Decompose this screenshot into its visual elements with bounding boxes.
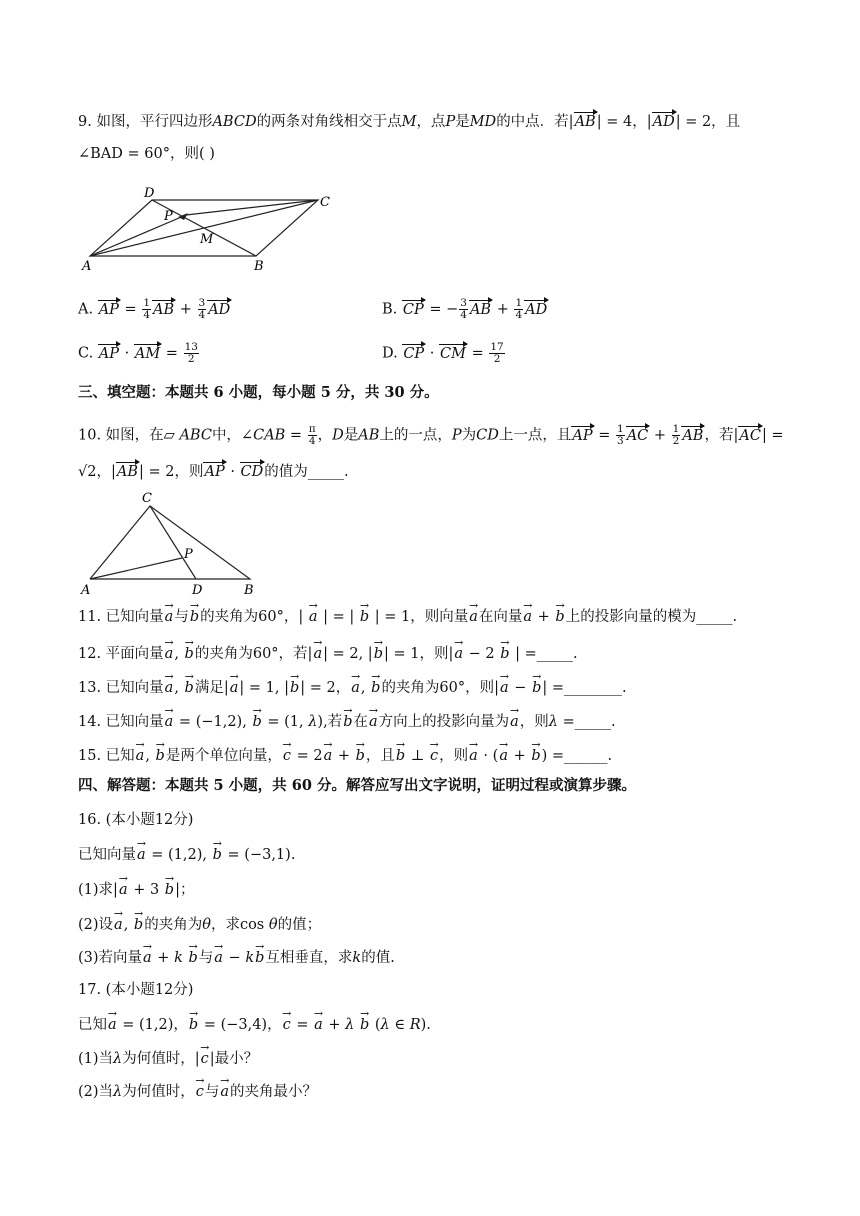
label-m: M [200, 232, 214, 247]
q9-line2: ∠BAD = 60°，则( ) [78, 146, 215, 162]
q10-line2: √2，|AB| = 2，则AP · CD的值为_____. [78, 464, 349, 480]
q9-option-a: A. AP = $\frac{1}{4}$ AB + $\frac{3}{4}$ AD [78, 297, 231, 321]
section-4-heading: 四、解答题：本题共 5 小题，共 60 分。解答应写出文字说明，证明过程或演算步骤。 [78, 777, 636, 794]
label-c: C [142, 491, 152, 506]
q13: 13. 已知向量→ a, → b满足|→ a| = 1, |→ b| = 2，→ a, → b的夹角为60°，则|→ a − → b| =________. [78, 678, 627, 698]
q16-part3: (3)若向量→ a + k → b与→ a − k→ b互相垂直，求k的值. [78, 948, 395, 968]
q16-given: 已知向量→ a = (1,2), → b = (−3,1). [78, 845, 295, 865]
label-b: B [244, 583, 254, 598]
q10-triangle-figure [78, 488, 278, 598]
label-a: A [81, 583, 91, 598]
label-p: P [164, 209, 173, 224]
q9-parallelogram-figure [78, 184, 338, 274]
q9-option-b: B. CP = − $\frac{3}{4}$ AB + $\frac{1}{4}$ AD [382, 297, 548, 321]
q17-head: 17. (本小题12分) [78, 982, 194, 998]
q17-given: 已知→ a = (1,2)，→ b = (−3,4)，→ c = → a + λ → b (λ ∈ R). [78, 1015, 431, 1035]
q16-part1: (1)求|→ a + 3 → b|； [78, 880, 194, 900]
q17-part2: (2)当λ为何值时，→ c与→ a的夹角最小？ [78, 1082, 317, 1102]
label-p: P [184, 547, 193, 562]
label-b: B [254, 259, 264, 274]
label-c: C [320, 195, 330, 210]
section-3-heading: 三、填空题：本题共 6 小题，每小题 5 分，共 30 分。 [78, 384, 439, 401]
label-a: A [82, 259, 92, 274]
q16-head: 16. (本小题12分) [78, 812, 194, 828]
q16-part2: (2)设→ a, → b的夹角为θ，求cos θ的值； [78, 915, 321, 935]
q9-line1: 9. 如图，平行四边形ABCD的两条对角线相交于点M，点P是MD的中点．若|AB| = 4，|AD| = 2，且 [78, 114, 741, 130]
label-d: D [144, 186, 155, 201]
q11: 11. 已知向量→ a与→ b的夹角为60°，| → a | = | → b | = 1，则向量→ a在向量→ a + → b上的投影向量的模为_____. [78, 607, 737, 627]
q9-option-c: C. AP · AM = $\frac{13}{2}$ [78, 341, 198, 365]
q9-option-d: D. CP · CM = $\frac{17}{2}$ [382, 341, 504, 365]
q10-line1: 10. 如图，在▱ ABC中，∠CAB = $\frac{\pi}{4}$ ，D是AB上的一点，P为CD上一点，且AP = $\frac{1}{3}$ AC + $\frac{1}{2}$ AB，若|AC| = [78, 423, 784, 447]
q12: 12. 平面向量→ a, → b的夹角为60°，若|→ a| = 2, |→ b| = 1，则|→ a − 2 → b | =_____. [78, 644, 578, 664]
label-d: D [192, 583, 203, 598]
q17-part1: (1)当λ为何值时，|→ c|最小？ [78, 1049, 258, 1069]
q14: 14. 已知向量→ a = (−1,2), → b = (1, λ),若→ b在→ a方向上的投影向量为→ a，则λ =_____. [78, 712, 616, 732]
q15: 15. 已知→ a, → b是两个单位向量，→ c = 2→ a + → b，且→ b ⊥ → c，则→ a · (→ a + → b) =______. [78, 746, 612, 766]
